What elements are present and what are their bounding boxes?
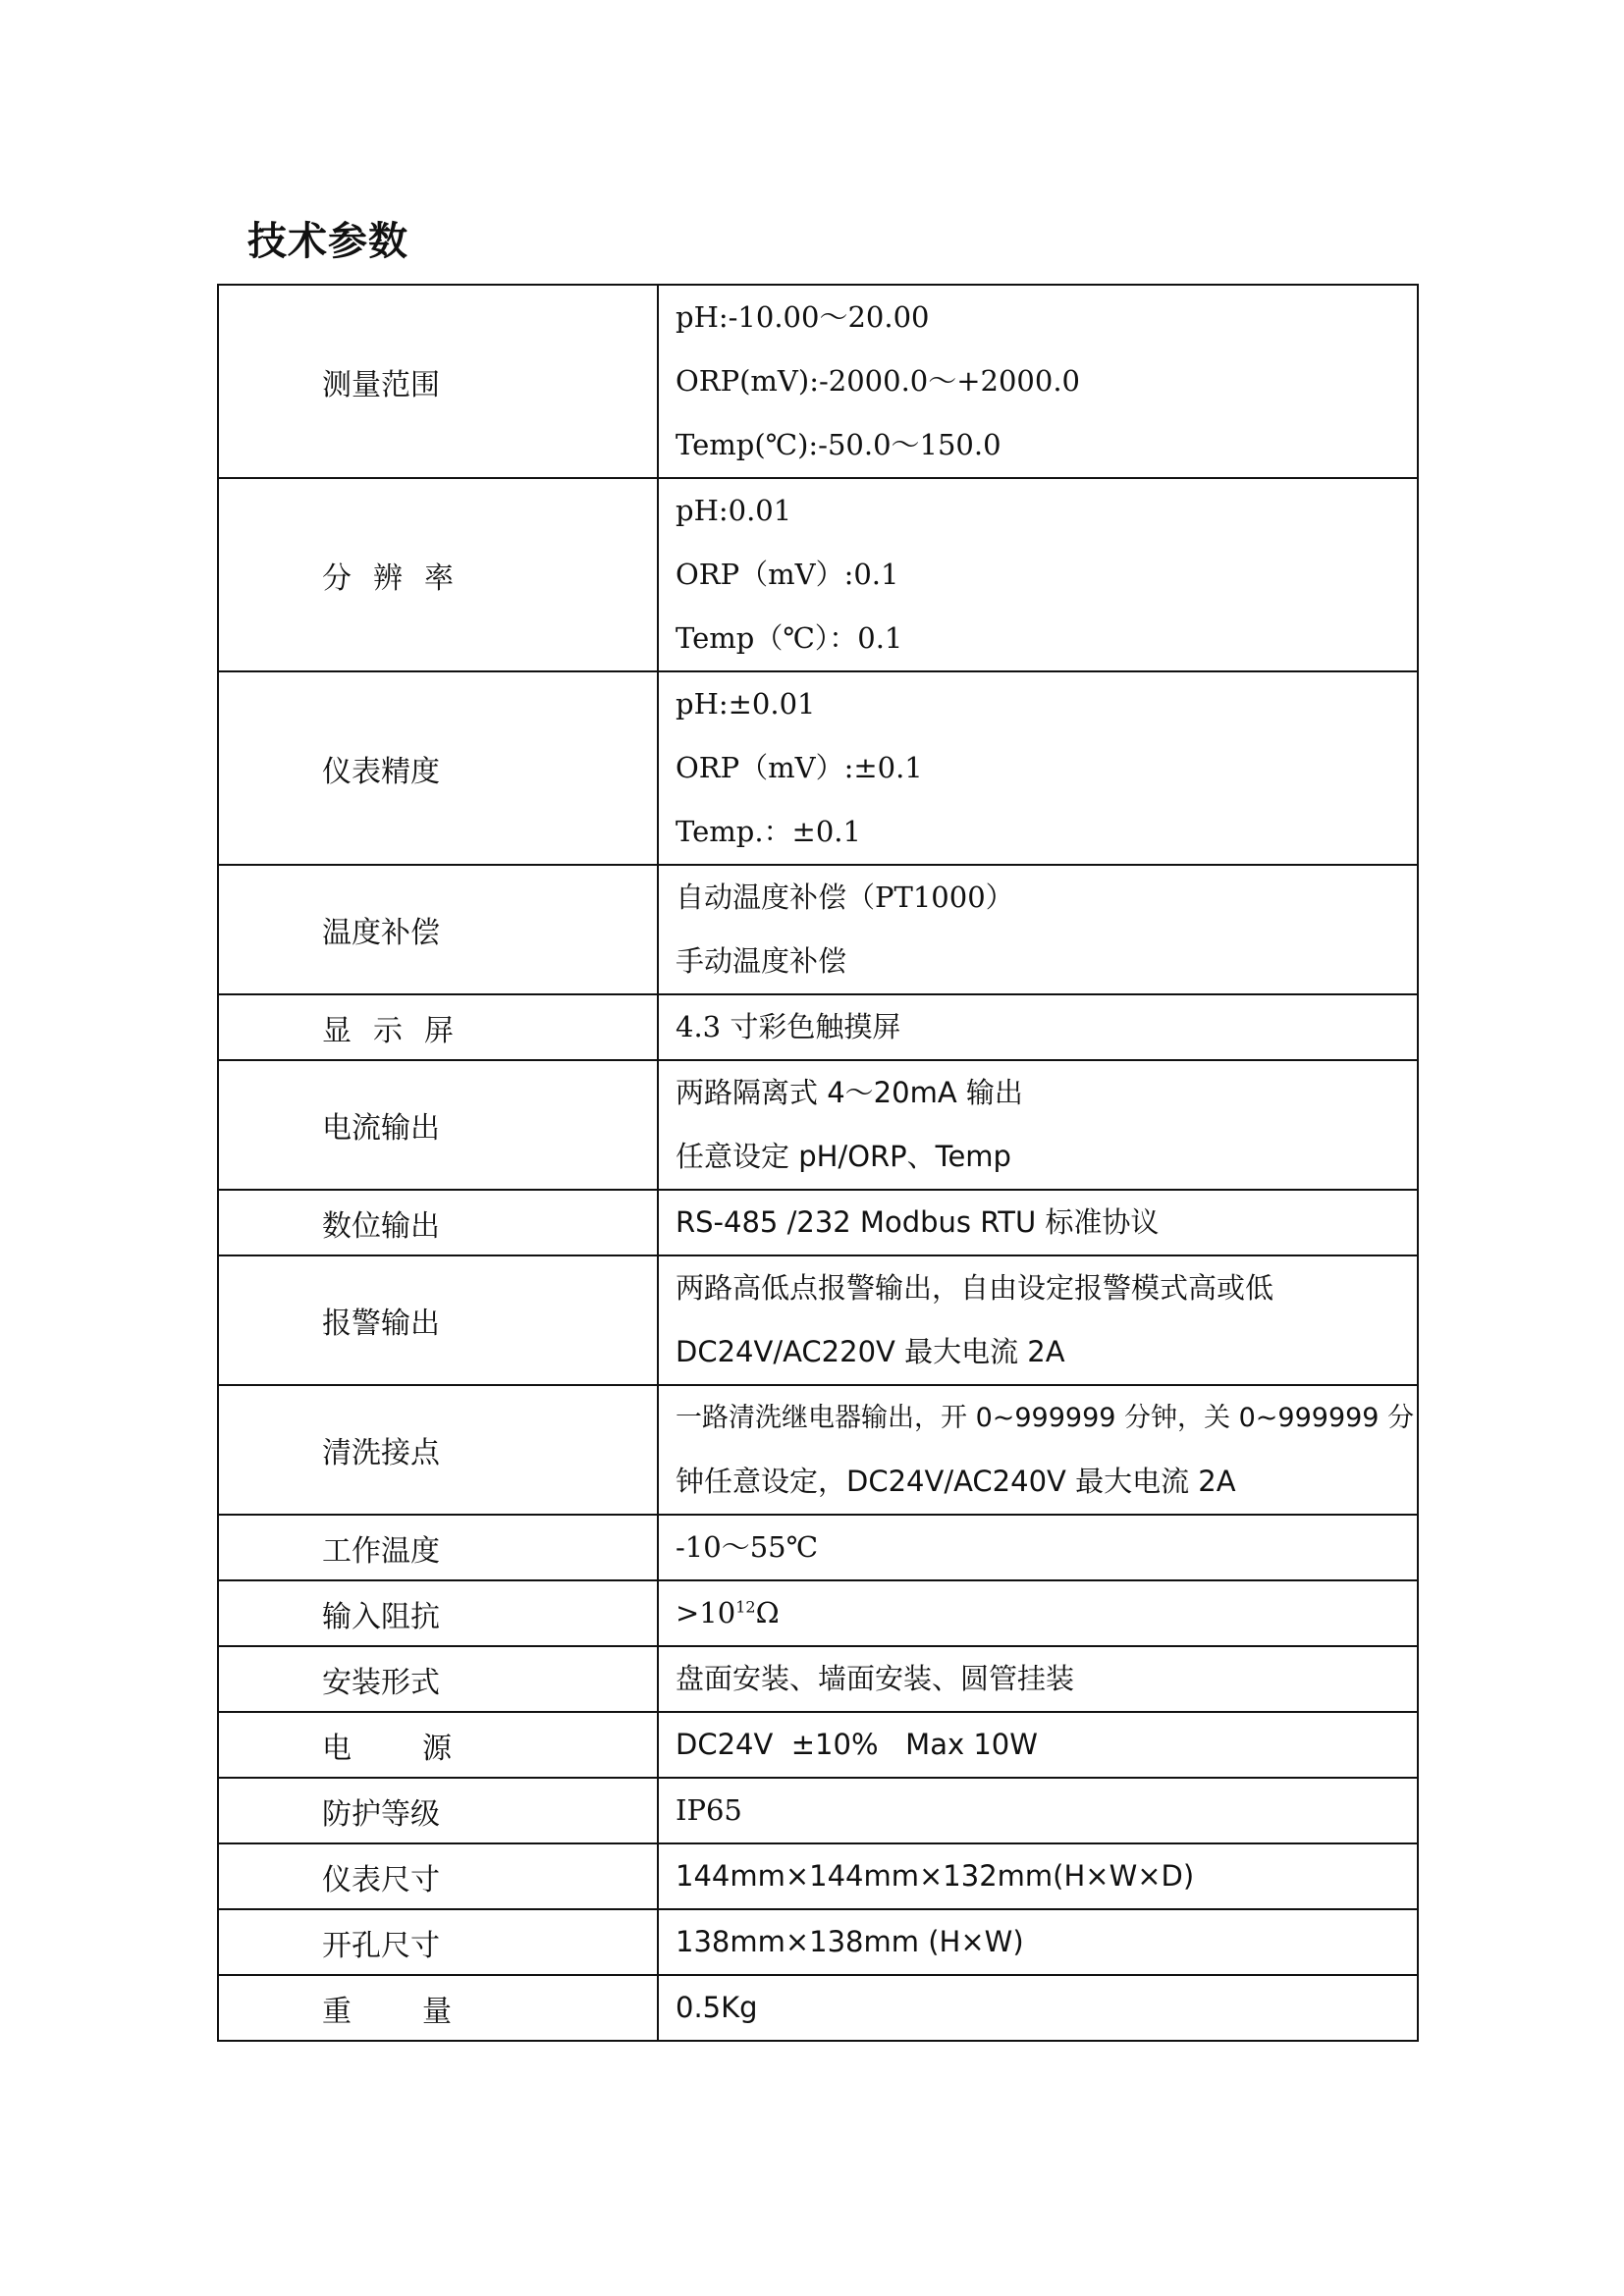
row-value-cell — [658, 1975, 1418, 2041]
table-row-cleaning-contact — [218, 1385, 1418, 1515]
value-line: 0.5Kg — [676, 1991, 758, 2024]
row-label-cell — [218, 285, 658, 478]
page-title: 技术参数 — [247, 219, 408, 264]
value-line: 4.3 寸彩色触摸屏 — [676, 1010, 901, 1043]
value-line: 盘面安装、墙面安装、圆管挂装 — [676, 1662, 1075, 1695]
value-line: 自动温度补偿（PT1000） — [676, 881, 1014, 914]
value-line: 一路清洗继电器输出，开 0~999999 分钟，关 0~999999 分 — [676, 1403, 1415, 1433]
table-row-current-output — [218, 1060, 1418, 1190]
value-line: DC24V/AC220V 最大电流 2A — [676, 1335, 1065, 1368]
value-line: pH:0.01 — [676, 494, 792, 527]
row-value-cell — [658, 994, 1418, 1060]
table-row-meter-size — [218, 1843, 1418, 1909]
row-label-cell — [218, 1190, 658, 1255]
table-row-cutout-size — [218, 1909, 1418, 1975]
value-line: ORP（mV）:0.1 — [676, 558, 899, 591]
row-label: 清洗接点 — [322, 1436, 440, 1470]
spec-table — [217, 284, 1419, 2042]
impedance-unit: Ω — [755, 1596, 780, 1629]
row-label-cell — [218, 1515, 658, 1580]
row-value-cell — [658, 478, 1418, 671]
row-label: 分辨率 — [322, 561, 475, 596]
value-line: 两路高低点报警输出，自由设定报警模式高或低 — [676, 1271, 1274, 1305]
impedance-exponent: 12 — [735, 1597, 756, 1617]
value-line: pH:-10.00～20.00 — [676, 300, 930, 334]
row-label-cell — [218, 478, 658, 671]
table-row-weight — [218, 1975, 1418, 2041]
table-row-protection — [218, 1778, 1418, 1843]
table-row-temp-compensation — [218, 865, 1418, 994]
row-value-cell — [658, 865, 1418, 994]
table-row-resolution — [218, 478, 1418, 671]
value-line: 两路隔离式 4～20mA 输出 — [676, 1076, 1023, 1109]
table-row-alarm-output — [218, 1255, 1418, 1385]
row-value-cell — [658, 671, 1418, 865]
value-line: 任意设定 pH/ORP、Temp — [676, 1140, 1011, 1173]
value-line: 手动温度补偿 — [676, 944, 847, 978]
row-value-cell — [658, 1385, 1418, 1515]
row-value-cell — [658, 1712, 1418, 1778]
table-row-working-temp — [218, 1515, 1418, 1580]
value-line: 钟任意设定，DC24V/AC240V 最大电流 2A — [676, 1465, 1236, 1498]
value-line: 138mm×138mm (H×W) — [676, 1925, 1024, 1958]
row-value-cell — [658, 1843, 1418, 1909]
value-line: ORP（mV）:±0.1 — [676, 751, 923, 784]
row-label: 仪表尺寸 — [322, 1862, 440, 1897]
row-label-cell — [218, 1843, 658, 1909]
row-label-cell — [218, 1712, 658, 1778]
value-line: DC24V ±10% Max 10W — [676, 1728, 1038, 1761]
row-label: 工作温度 — [322, 1533, 440, 1569]
row-value-cell — [658, 1909, 1418, 1975]
row-label-cell — [218, 1909, 658, 1975]
value-line: 144mm×144mm×132mm(H×W×D) — [676, 1859, 1195, 1893]
row-label: 显示屏 — [322, 1013, 475, 1048]
table-row-power — [218, 1712, 1418, 1778]
row-label: 输入阻抗 — [322, 1599, 440, 1634]
value-line: Temp（℃）：0.1 — [676, 621, 903, 655]
table-row-digital-output — [218, 1190, 1418, 1255]
row-label: 报警输出 — [322, 1307, 440, 1341]
value-line: -10～55℃ — [676, 1530, 819, 1564]
value-line: pH:±0.01 — [676, 687, 816, 721]
table-row-display — [218, 994, 1418, 1060]
row-label-cell — [218, 1060, 658, 1190]
row-label-cell — [218, 1778, 658, 1843]
row-label: 电流输出 — [322, 1111, 440, 1146]
row-label-cell — [218, 1646, 658, 1712]
row-label: 数位输出 — [322, 1208, 440, 1244]
row-label: 安装形式 — [322, 1665, 440, 1700]
table-row-input-impedance — [218, 1580, 1418, 1646]
table-row-accuracy — [218, 671, 1418, 865]
row-label-cell — [218, 1580, 658, 1646]
row-label: 开孔尺寸 — [322, 1928, 440, 1963]
row-value-cell — [658, 1580, 1418, 1646]
row-value-cell — [658, 1646, 1418, 1712]
value-line: Temp(℃):-50.0～150.0 — [676, 428, 1001, 461]
value-line: RS-485 /232 Modbus RTU 标准协议 — [676, 1205, 1160, 1239]
row-value-cell — [658, 285, 1418, 478]
row-label: 防护等级 — [322, 1796, 440, 1832]
impedance-prefix: >10 — [676, 1596, 736, 1629]
table-row-measurement-range — [218, 285, 1418, 478]
row-value-cell — [658, 1515, 1418, 1580]
row-value-cell — [658, 1255, 1418, 1385]
row-label-cell — [218, 671, 658, 865]
table-row-installation — [218, 1646, 1418, 1712]
row-label-cell — [218, 1255, 658, 1385]
value-line: Temp.：±0.1 — [676, 815, 861, 848]
row-label: 重量 — [322, 1994, 522, 2029]
row-value-cell — [658, 1060, 1418, 1190]
value-line — [676, 1581, 1405, 1645]
row-label: 温度补偿 — [322, 916, 440, 950]
row-label-cell — [218, 1385, 658, 1515]
row-value-cell — [658, 1778, 1418, 1843]
row-label-cell — [218, 1975, 658, 2041]
row-label-cell — [218, 994, 658, 1060]
value-line: ORP(mV):-2000.0～+2000.0 — [676, 364, 1081, 398]
value-line: IP65 — [676, 1793, 742, 1827]
row-label: 电源 — [322, 1731, 522, 1766]
row-label: 仪表精度 — [322, 754, 440, 789]
row-label: 测量范围 — [322, 367, 440, 402]
row-value-cell — [658, 1190, 1418, 1255]
row-label-cell — [218, 865, 658, 994]
